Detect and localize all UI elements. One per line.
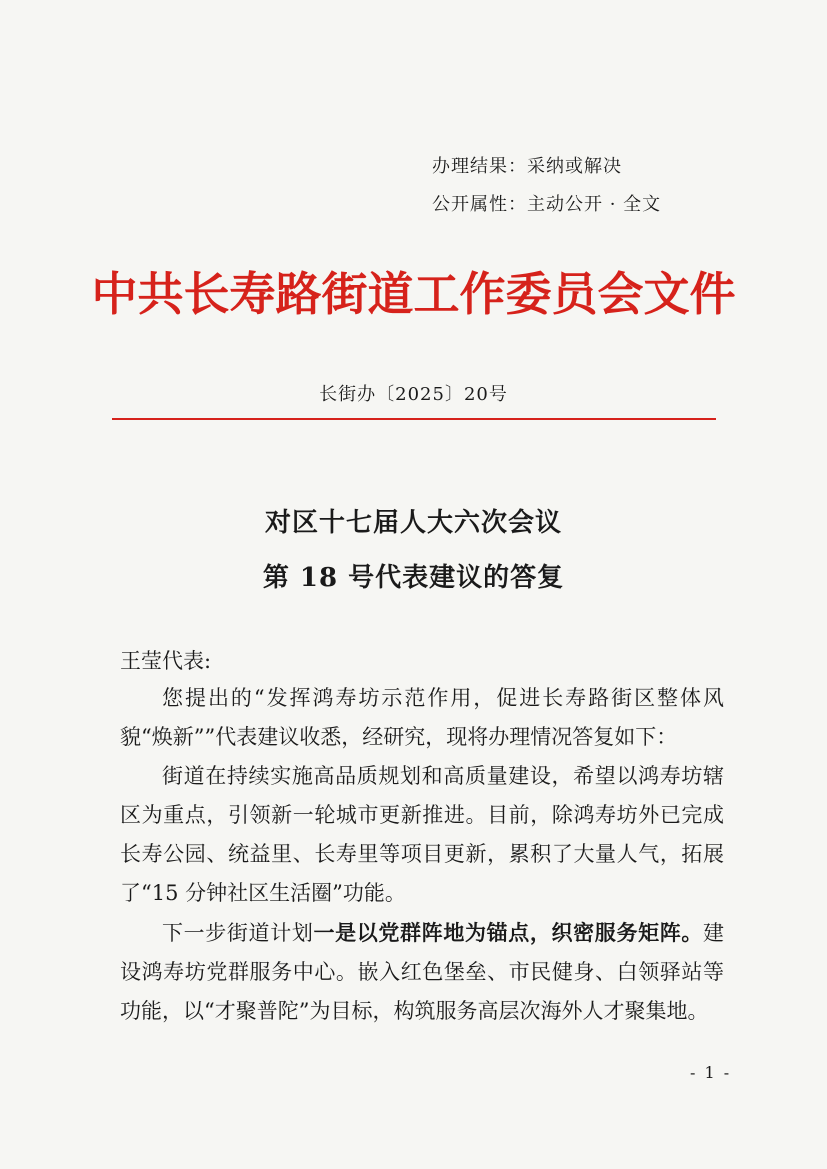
document-title-line-2: 第 18 号代表建议的答复 (262, 563, 565, 593)
document-number: 长街办〔2025〕20号 (319, 384, 508, 405)
red-header-title: 中共长寿路街道工作委员会文件 (91, 267, 736, 321)
paragraph-3-lead: 下一步街道计划 (162, 921, 314, 945)
paragraph-3-bold: 一是以党群阵地为锚点，织密服务矩阵。 (313, 920, 704, 945)
salutation: 王莹代表: (120, 649, 212, 673)
page-number: - 1 - (690, 1063, 732, 1082)
document-body (120, 679, 724, 1031)
paragraph-3-rest: 建设鸿寿坊党群服务中心。嵌入红色堡垒、市民健身、白领驿站等功能，以“才聚普陀”为目标，构筑服务高层次海外人才聚集地。 (120, 921, 725, 1023)
body-paragraph-3 (120, 913, 724, 1031)
red-divider-line (112, 418, 716, 420)
document-title-line-1: 对区十七届人大六次会议 (264, 508, 562, 538)
body-paragraph-2: 街道在持续实施高品质规划和高质量建设，希望以鸿寿坊辖区为重点，引领新一轮城市更新推进。目前，除鸿寿坊外已完成长寿公园、统益里、长寿里等项目更新，累积了大量人气，拓展了“15 分钟社区生活圈”功能。 (120, 764, 724, 905)
body-paragraph-1: 您提出的“发挥鸿寿坊示范作用，促进长寿路街区整体风貌“焕新””代表建议收悉，经研究，现将办理情况答复如下： (120, 686, 724, 749)
disclosure-attribute: 公开属性：主动公开 · 全文 (432, 194, 662, 215)
handling-result: 办理结果：采纳或解决 (432, 156, 622, 177)
